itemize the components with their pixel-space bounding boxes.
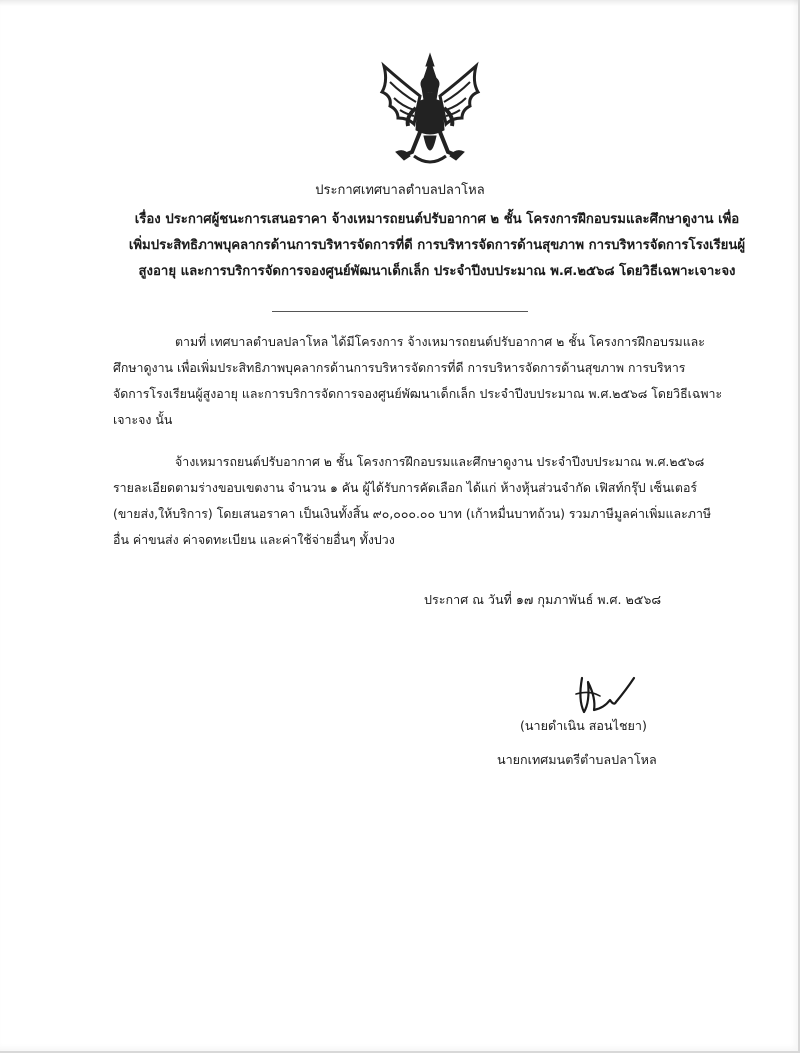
paragraph-award: [113, 449, 759, 553]
divider-line: [272, 311, 528, 312]
paragraph-line: เจาะจง นั้น: [113, 412, 173, 427]
handwritten-signature: [570, 672, 640, 720]
paragraph-line: อื่น ค่าขนส่ง ค่าจดทะเบียน และค่าใช้จ่ายอื่นๆ ทั้งปวง: [113, 532, 395, 547]
paragraph-background: [113, 329, 759, 433]
announcement-date: ประกาศ ณ วันที่ ๑๗ กุมภาพันธ์ พ.ศ. ๒๕๖๘: [424, 592, 662, 607]
document-title: ประกาศเทศบาลตำบลปลาโหล: [315, 183, 485, 198]
subject-line: เรื่อง ประกาศผู้ชนะการเสนอราคา จ้างเหมารถยนต์ปรับอากาศ ๒ ชั้น โครงการฝึกอบรมและศึกษาดูงาน เพื่อ: [134, 212, 740, 227]
paragraph-line: จัดการโรงเรียนผู้สูงอายุ และการบริการจัดการจองศูนย์พัฒนาเด็กเล็ก ประจำปีงบประมาณ พ.ศ.๒๕๖๘ โดยวิธีเฉพาะ: [113, 386, 723, 401]
paragraph-line: ตามที่ เทศบาลตำบลปลาโหล ได้มีโครงการ จ้างเหมารถยนต์ปรับอากาศ ๒ ชั้น โครงการฝึกอบรมและ: [175, 334, 705, 349]
subject-block: [113, 207, 761, 285]
signer-title: นายกเทศมนตรีตำบลปลาโหล: [497, 752, 657, 767]
paragraph-line: จ้างเหมารถยนต์ปรับอากาศ ๒ ชั้น โครงการฝึกอบรมและศึกษาดูงาน ประจำปีงบประมาณ พ.ศ.๒๕๖๘: [175, 454, 705, 469]
subject-line: เพิ่มประสิทธิภาพบุคลากรด้านการบริหารจัดการที่ดี การบริหารจัดการด้านสุขภาพ การบริหารจัดการโรงเรียนผู้: [128, 238, 746, 253]
garuda-emblem-icon: [368, 52, 492, 170]
paragraph-line: รายละเอียดตามร่างขอบเขตงาน จำนวน ๑ คัน ผู้ได้รับการคัดเลือก ได้แก่ ห้างหุ้นส่วนจำกัด เฟิสท์กรุ๊ป เซ็นเตอร์: [113, 480, 698, 495]
subject-line: สูงอายุ และการบริการจัดการจองศูนย์พัฒนาเด็กเล็ก ประจำปีงบประมาณ พ.ศ.๒๕๖๘ โดยวิธีเฉพาะเจาะจง: [138, 264, 736, 279]
paragraph-line: ศึกษาดูงาน เพื่อเพิ่มประสิทธิภาพบุคลากรด้านการบริหารจัดการที่ดี การบริหารจัดการด้านสุขภาพ การบริหาร: [113, 360, 686, 375]
signer-name: (นายดำเนิน สอนไชยา): [520, 718, 647, 733]
paragraph-line: (ขายส่ง,ให้บริการ) โดยเสนอราคา เป็นเงินทั้งสิ้น ๙๐,๐๐๐.๐๐ บาท (เก้าหมื่นบาทถ้วน) รวมภาษีมูลค่าเพิ่มและภาษี: [113, 506, 712, 521]
